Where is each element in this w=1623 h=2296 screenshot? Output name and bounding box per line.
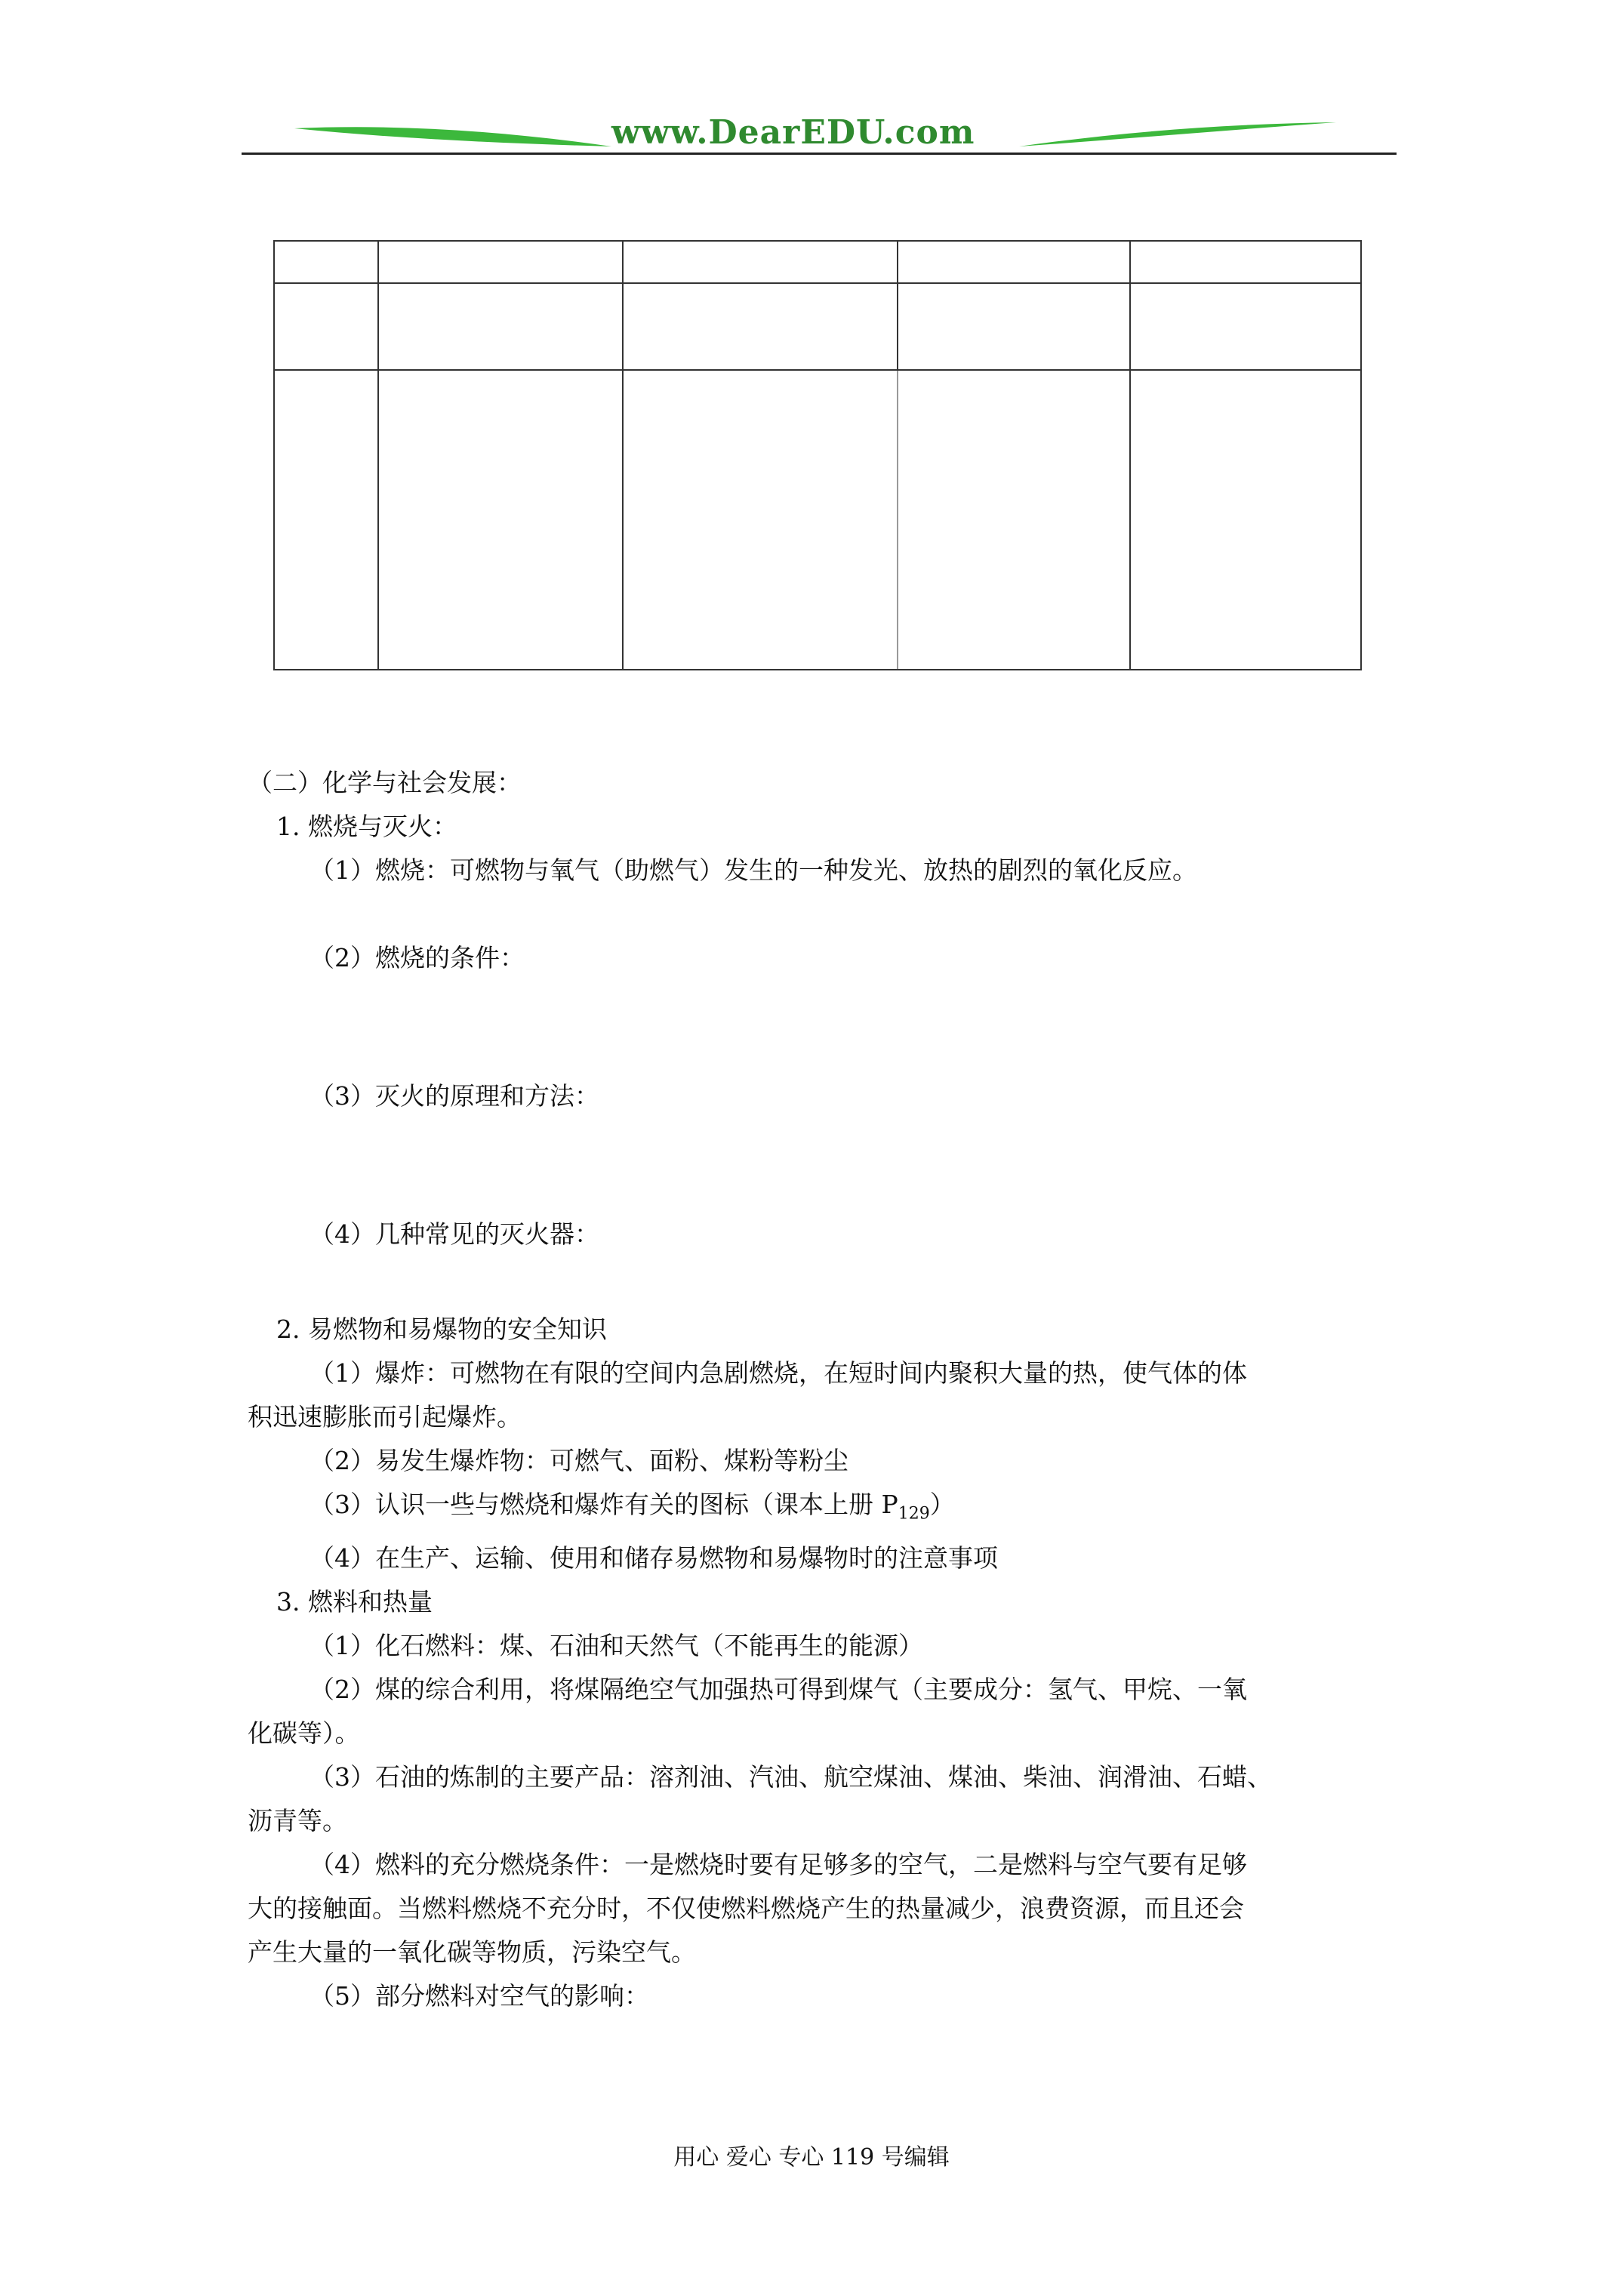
table-cell [378,370,623,670]
logo-swoosh-left [294,113,611,159]
item-sub-continued: 沥青等。 [248,1805,347,1835]
table-cell [623,370,898,670]
item-sub: （4）燃料的充分燃烧条件：一是燃烧时要有足够多的空气，二是燃料与空气要有足够 [310,1849,1247,1879]
page-subscript: 129 [898,1504,930,1524]
item-sub [248,1483,1410,1536]
table-cell [623,241,898,283]
table-cell [898,241,1130,283]
table-cell [1130,241,1361,283]
item-sub-continued: 积迅速膨胀而引起爆炸。 [248,1402,522,1432]
item-sub: （1）爆炸：可燃物在有限的空间内急剧燃烧，在短时间内聚积大量的热，使气体的体 [310,1358,1247,1388]
table-row [274,241,1361,283]
table-cell [274,283,378,370]
table-row [274,370,1361,670]
item-sub: （2）煤的综合利用，将煤隔绝空气加强热可得到煤气（主要成分：氢气、甲烷、一氧 [310,1674,1247,1704]
item-title: 1. 燃烧与灭火： [276,812,457,841]
item-sub-text: （3）认识一些与燃烧和爆炸有关的图标（课本上册 P [310,1490,898,1519]
logo-swoosh-right [1019,113,1336,159]
table-cell [274,241,378,283]
item-sub-text: ） [929,1490,955,1519]
table-cell [378,241,623,283]
item-sub: （2）燃烧的条件： [310,943,525,972]
item-sub: （4）在生产、运输、使用和储存易燃物和易爆物时的注意事项 [310,1542,998,1573]
header-rule [242,153,1397,155]
item-sub: （2）易发生爆炸物：可燃气、面粉、煤粉等粉尘 [310,1446,848,1475]
table-cell [1130,370,1361,670]
table-cell [378,283,623,370]
section-heading: （二）化学与社会发展： [248,768,522,797]
blank-table [273,240,1362,670]
item-sub: （1）化石燃料：煤、石油和天然气（不能再生的能源） [310,1630,923,1660]
item-sub: （1）燃烧：可燃物与氧气（助燃气）发生的一种发光、放热的剧烈的氧化反应。 [310,855,1197,885]
item-sub: （5）部分燃料对空气的影响： [310,1980,649,2011]
table-cell [1130,283,1361,370]
item-title: 2. 易燃物和易爆物的安全知识 [276,1314,607,1344]
table-cell [274,370,378,670]
document-body [248,761,1410,2018]
table-row [274,283,1361,370]
site-logo: www.DearEDU.com [611,113,975,152]
item-sub: （3）灭火的原理和方法： [310,1081,599,1111]
item-sub: （4）几种常见的灭火器： [310,1219,599,1249]
item-sub-continued: 化碳等）。 [248,1718,360,1748]
item-sub-continued: 大的接触面。当燃料燃烧不充分时，不仅使燃料燃烧产生的热量减少，浪费资源，而且还会 [248,1893,1244,1923]
page-footer: 用心 爱心 专心 119 号编辑 [673,2144,950,2171]
item-sub-continued: 产生大量的一氧化碳等物质，污染空气。 [248,1937,696,1967]
table-cell [898,370,1130,670]
table-cell [623,283,898,370]
item-title: 3. 燃料和热量 [276,1586,433,1616]
table-cell [898,283,1130,370]
item-sub: （3）石油的炼制的主要产品：溶剂油、汽油、航空煤油、煤油、柴油、润滑油、石蜡、 [310,1761,1272,1792]
